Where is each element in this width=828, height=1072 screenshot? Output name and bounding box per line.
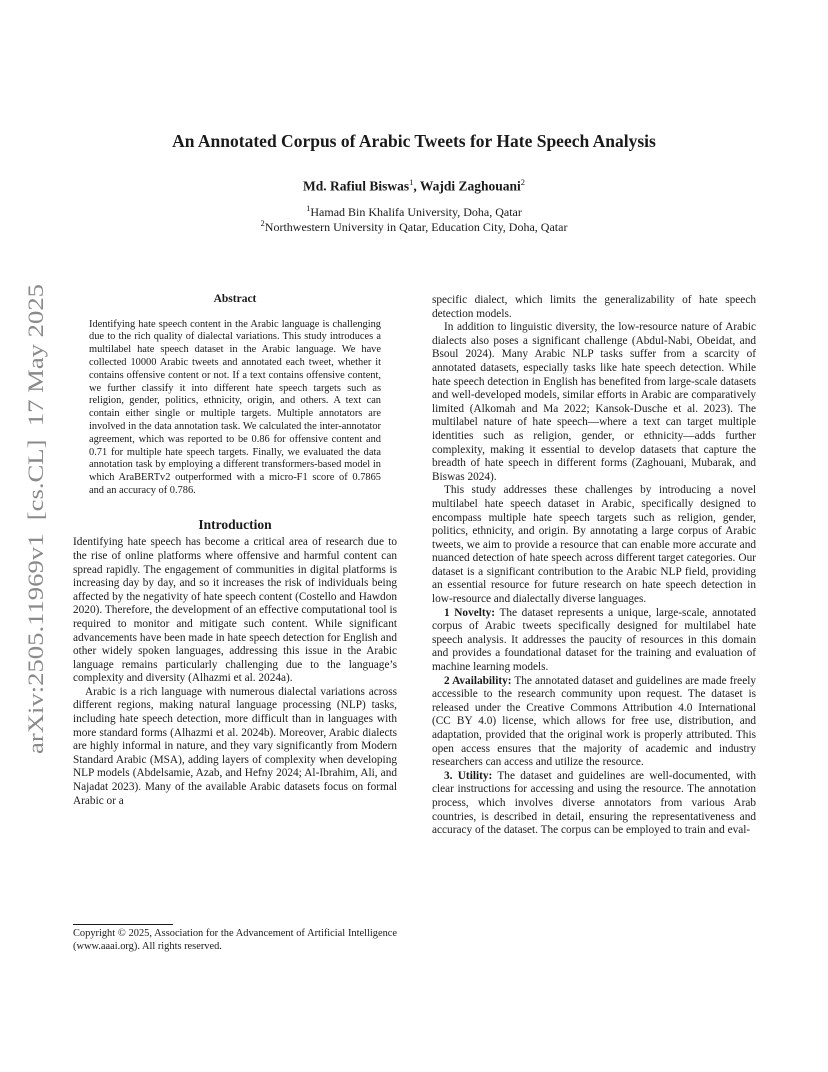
contribution-availability (432, 675, 756, 770)
body-paragraph: In addition to linguistic diversity, the low-resource nature of Arabic dialects also poses a significant challenge (Abdul-Nabi, Obeidat, and Bsoul 2024). Many Arabic NLP tasks suffer from a scarcity of annotated datasets, especially tasks like hate speech detection. While hate speech detection in English has benefited from large-scale datasets and well-developed models, similar efforts in Arabic are comparatively limited (Alkomah and Ma 2022; Kansok-Dusche et al. 2023). The multilabel nature of hate speech—where a text can target multiple identities such as religion, gender, or ethnicity—adds further complexity, making it essential to develop datasets that capture the breadth of hate speech in different forms (Zaghouani, Mubarak, and Biswas 2024). (432, 321, 756, 483)
body-paragraph: Arabic is a rich language with numerous dialectal variations across different regions, making natural language processing (NLP) tasks, including hate speech detection, more difficult than in languages with more standard forms (Alhazmi et al. 2024b). Moreover, Arabic dialects are highly informal in nature, and they vary significantly from Modern Standard Arabic (MSA), adding layers of complexity when developing NLP models (Abdelsamie, Azab, and Hefny 2024; Al-Ibrahim, Ali, and Najadat 2023). Many of the available Arabic datasets focus on formal Arabic or a (73, 685, 397, 807)
abstract-heading: Abstract (213, 293, 257, 305)
contribution-label: 3. Utility: (444, 769, 493, 782)
author-affiliation-mark: 1 (409, 177, 414, 187)
contribution-label: 2 Availability: (444, 674, 512, 687)
author-name: Wajdi Zaghouani (419, 178, 521, 194)
affiliation-number: 2 (260, 218, 265, 228)
contribution-label: 1 Novelty: (444, 606, 496, 619)
affiliation-text: Hamad Bin Khalifa University, Doha, Qatar (310, 205, 522, 219)
left-column (73, 293, 397, 808)
contribution-text: The annotated dataset and guidelines are made freely accessible to the research community upon request. The dataset is released under the Creative Commons Attribution 4.0 International (CC BY 4.0) license, which allows for free use, distribution, and adaptation, provided that the original work is properly attributed. This open access ensures that the majority of academic and industry researchers can access and utilize the resource. (432, 674, 757, 769)
arxiv-stamp (20, 284, 50, 754)
affiliation-number: 1 (306, 203, 311, 213)
contribution-utility (432, 770, 756, 838)
author-affiliation-mark: 2 (520, 177, 526, 187)
paper-title: An Annotated Corpus of Arabic Tweets for Hate Speech Analysis (172, 131, 656, 151)
footnote-divider (73, 924, 173, 925)
right-column (432, 294, 756, 838)
contribution-novelty (432, 607, 756, 675)
author-separator: , (413, 178, 420, 194)
affiliation (60, 218, 768, 235)
affiliation-text: Northwestern University in Qatar, Education City, Doha, Qatar (264, 220, 568, 234)
abstract-text: Identifying hate speech content in the Arabic language is challenging due to the rich quality of dialectal variations. This study introduces a multilabel hate speech dataset in the Arabic language. We have collected 10000 Arabic tweets and annotated each tweet, whether it contains offensive content or not. If a text contains offensive content, we further classify it into different hate speech targets such as religion, gender, politics, ethnicity, origin, and others. A text can contain either single or multiple targets. Multiple annotators are involved in the data annotation task. We calculated the inter-annotator agreement, which was reported to be 0.86 for offensive content and 0.71 for multiple hate speech targets. Finally, we evaluated the data annotation task by employing a different transformers-based model in which AraBERTv2 outperformed with a micro-F1 score of 0.7865 and an accuracy of 0.786. (89, 318, 381, 496)
body-paragraph: Identifying hate speech has become a critical area of research due to the rise of online platforms where offensive and harmful content can spread rapidly. The engagement of communities in digital platforms is increasing day by day, and so it increases the risk of individuals being affected by the negativity of hate speech content (Costello and Hawdon 2020). Therefore, the development of an effective computational tool is required to monitor and mitigate such content. While significant advancements have been made in hate speech detection for English and other widely spoken languages, addressing this issue in the Arabic language remains particularly challenging due to the language’s complexity and diversity (Alhazmi et al. 2024a). (73, 536, 397, 685)
contribution-text: The dataset represents a unique, large-scale, annotated corpus of Arabic tweets specifically designed for multilabel hate speech analysis. It addresses the paucity of resources in this domain and provides a foundational dataset for the training and evaluation of machine learning models. (432, 606, 756, 674)
copyright-footnote: Copyright © 2025, Association for the Advancement of Artificial Intelligence (www.aaai.org). All rights reserved. (73, 928, 397, 953)
contribution-text: The dataset and guidelines are well-documented, with clear instructions for accessing and using the resource. The annotation process, which involves diverse annotators from various Arab countries, is described in detail, ensuring the representativeness and accuracy of the dataset. The corpus can be employed to train and eval- (432, 769, 757, 837)
arxiv-identifier: arXiv:2505.11969v1 [cs.CL] 17 May 2025 (23, 366, 48, 754)
body-paragraph: specific dialect, which limits the generalizability of hate speech detection models. (432, 294, 756, 320)
body-paragraph: This study addresses these challenges by introducing a novel multilabel hate speech dataset in Arabic, specifically designed to encompass multiple hate speech targets such as religion, gender, politics, ethnicity, and origin. By annotating a large corpus of Arabic tweets, we aim to provide a resource that can enable more accurate and nuanced detection of hate speech across different target categories. Our dataset is a significant contribution to the Arabic NLP field, providing an essential resource for future research on hate speech detection in low-resource and dialectally diverse languages. (432, 484, 756, 606)
author-name: Md. Rafiul Biswas (302, 178, 410, 194)
introduction-heading: Introduction (198, 516, 272, 532)
author-list (60, 177, 768, 195)
